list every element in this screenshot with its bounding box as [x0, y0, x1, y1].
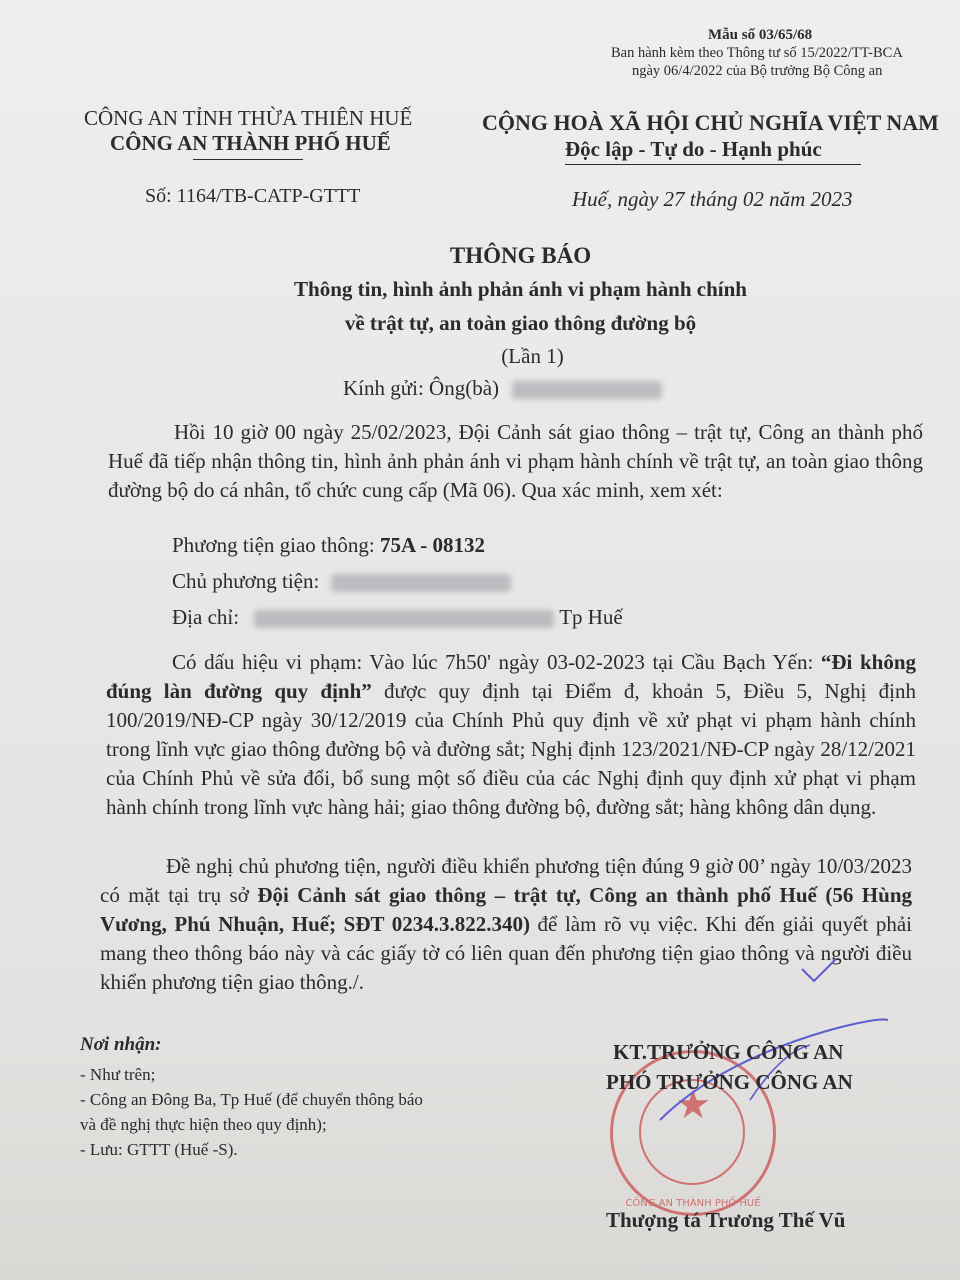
request-location: Đội Cảnh sát giao thông – trật tự, Công an thành phố Huế (56 Hùng Vương, Phú Nhuận, Huế; SĐT 0234.3.822.340)	[100, 883, 912, 936]
recipient-item: - Như trên;	[80, 1065, 156, 1084]
signature-title-2: PHÓ TRƯỞNG CÔNG AN	[606, 1070, 853, 1094]
doc-subtitle-2: về trật tự, an toàn giao thông đường bộ	[344, 311, 697, 335]
owner-label: Chủ phương tiện:	[172, 569, 320, 593]
owner-line	[172, 569, 511, 594]
violation-legal-basis: được quy định tại Điểm đ, khoản 5, Điều 5, Nghị định 100/2019/NĐ-CP ngày 30/12/2019 của Chính Phủ quy định về xử phạt vi phạm hành chính trong lĩnh vực giao thông đường bộ và đường sắt; Nghị định 123/2021/NĐ-CP ngày 28/12/2021 của Chính Phủ về sửa đổi, bổ sung một số điều của các Nghị định quy định xử phạt vi phạm hành chính trong lĩnh vực hàng hải; giao thông đường bộ, đường sắt; hàng không dân dụng.	[106, 679, 917, 819]
violation-type: “Đi không đúng làn đường quy định”	[106, 650, 916, 703]
violation-paragraph	[106, 648, 916, 822]
agency-underline	[193, 159, 303, 160]
form-issued-line2: ngày 06/4/2022 của Bộ trưởng Bộ Công an	[632, 63, 883, 79]
stamp-text: CÔNG AN THÀNH PHỐ HUẾ	[625, 1198, 761, 1209]
address-label: Địa chỉ:	[172, 605, 240, 629]
recipient-item: - Lưu: GTTT (Huế -S).	[80, 1140, 238, 1159]
address-line	[172, 605, 623, 630]
motto-underline	[565, 164, 861, 165]
nation-title: CỘNG HOÀ XÃ HỘI CHỦ NGHĨA VIỆT NAM	[482, 110, 939, 135]
redacted-recipient-name	[512, 381, 662, 399]
form-number: Mẫu số 03/65/68	[708, 27, 813, 43]
agency-parent: CÔNG AN TỈNH THỪA THIÊN HUẾ	[84, 106, 413, 130]
recipients-list	[80, 1062, 540, 1162]
address-city: Tp Huế	[559, 605, 623, 629]
violation-lead: Có dấu hiệu vi phạm: Vào lúc 7h50' ngày 03-02-2023 tại Cầu Bạch Yến:	[172, 650, 821, 674]
intro-paragraph: Hồi 10 giờ 00 ngày 25/02/2023, Đội Cảnh sát giao thông – trật tự, Công an thành phố Huế đã tiếp nhận thông tin, hình ảnh phản ánh vi phạm hành chính về trật tự, an toàn giao thông đường bộ do cá nhân, tổ chức cung cấp (Mã 06). Qua xác minh, xem xét:	[108, 420, 923, 502]
redacted-address	[254, 610, 554, 628]
request-rest: để làm rõ vụ việc. Khi đến giải quyết phải mang theo thông báo này và các giấy tờ có liên quan đến phương tiện giao thông và người điều khiển phương tiện giao thông./.	[100, 912, 912, 994]
check-mark-icon	[800, 955, 840, 985]
agency-name: CÔNG AN THÀNH PHỐ HUẾ	[110, 131, 391, 155]
request-lead: Đề nghị chủ phương tiện, người điều khiển phương tiện đúng 9 giờ 00’ ngày 10/03/2023 có mặt tại trụ sở	[100, 854, 912, 907]
request-paragraph	[100, 852, 912, 997]
notice-count: (Lần 1)	[501, 344, 564, 368]
vehicle-line	[172, 533, 485, 558]
issue-date: Huế, ngày 27 tháng 02 năm 2023	[572, 187, 853, 211]
document-number: Số: 1164/TB-CATP-GTTT	[145, 185, 361, 207]
recipient-item: - Công an Đông Ba, Tp Huế (để chuyển thông báo	[80, 1090, 423, 1109]
recipients-title: Nơi nhận:	[80, 1034, 162, 1055]
nation-motto: Độc lập - Tự do - Hạnh phúc	[565, 137, 822, 161]
salutation-label: Kính gửi: Ông(bà)	[343, 376, 500, 400]
form-issued-line1: Ban hành kèm theo Thông tư số 15/2022/TT-BCA	[611, 45, 903, 61]
salutation	[343, 376, 662, 401]
vehicle-label: Phương tiện giao thông:	[172, 533, 375, 557]
doc-subtitle-1: Thông tin, hình ảnh phản ánh vi phạm hành chính	[294, 277, 747, 301]
doc-title: THÔNG BÁO	[449, 243, 592, 268]
recipient-item: và đề nghị thực hiện theo quy định);	[80, 1115, 327, 1134]
stamp-star-icon: ★	[675, 1082, 711, 1127]
license-plate: 75A - 08132	[379, 533, 485, 557]
signer-name: Thượng tá Trương Thế Vũ	[606, 1208, 846, 1232]
redacted-owner-name	[331, 574, 511, 592]
signature-title-1: KT.TRƯỞNG CÔNG AN	[613, 1040, 844, 1064]
